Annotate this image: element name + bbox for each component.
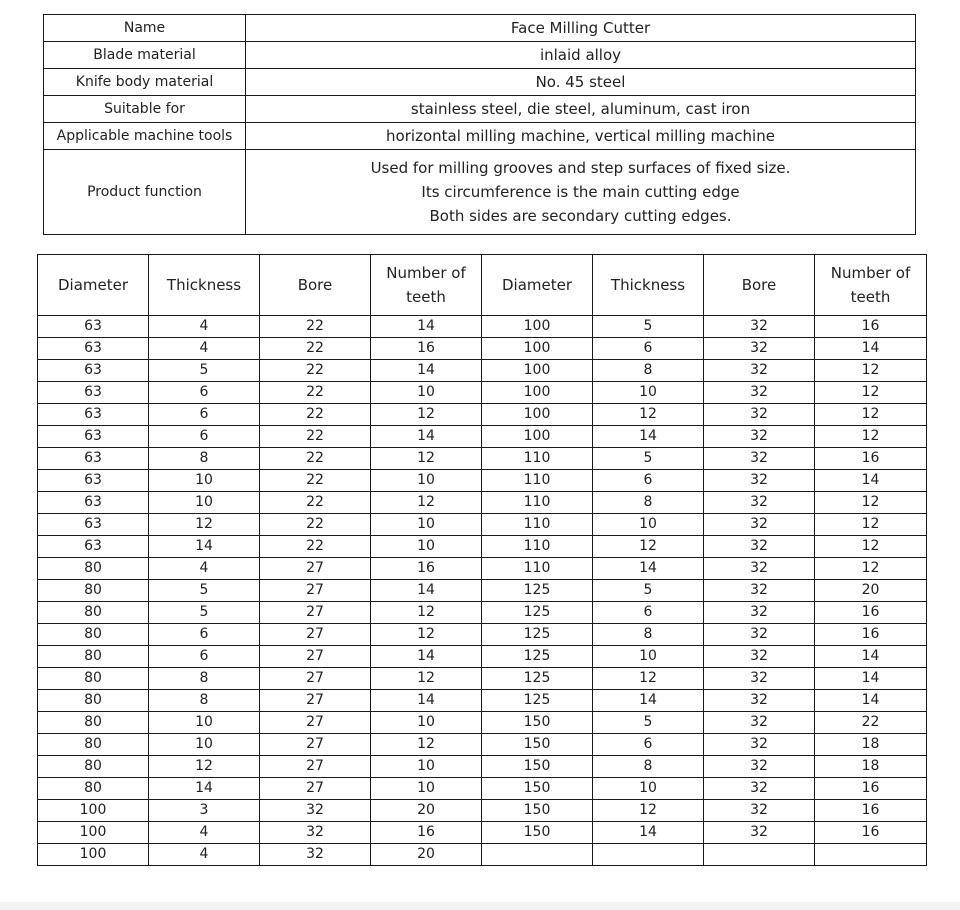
cell-thickness: 3 [149,800,260,822]
cell-diameter: 80 [38,602,149,624]
cell-bore: 32 [704,822,815,844]
cell-number-of-teeth: 10 [371,514,482,536]
cell-diameter: 125 [482,624,593,646]
spec-row-suitable-for [44,96,916,123]
table-row [38,844,927,866]
cell-number-of-teeth: 14 [815,338,927,360]
cell-number-of-teeth: 10 [371,382,482,404]
cell-diameter: 63 [38,470,149,492]
cell-thickness: 14 [149,536,260,558]
cell-diameter: 63 [38,426,149,448]
table-row [38,580,927,602]
table-row [38,756,927,778]
cell-thickness: 4 [149,316,260,338]
cell-thickness: 5 [149,360,260,382]
size-table [37,254,927,866]
cell-diameter: 63 [38,360,149,382]
cell-number-of-teeth: 10 [371,470,482,492]
cell-number-of-teeth: 16 [815,316,927,338]
table-row [38,426,927,448]
cell-thickness: 5 [149,580,260,602]
cell-thickness: 6 [149,382,260,404]
cell-number-of-teeth: 16 [815,448,927,470]
table-row [38,558,927,580]
cell-bore: 27 [260,646,371,668]
cell-number-of-teeth: 16 [815,778,927,800]
cell-diameter: 110 [482,492,593,514]
spec-value-product-function [246,150,916,235]
cell-number-of-teeth: 12 [371,602,482,624]
cell-number-of-teeth: 14 [371,580,482,602]
cell-thickness: 12 [593,800,704,822]
cell-thickness: 14 [593,822,704,844]
cell-diameter [482,844,593,866]
cell-number-of-teeth: 12 [815,404,927,426]
cell-thickness: 6 [149,624,260,646]
column-header-bore: Bore [260,255,371,316]
cell-thickness: 10 [149,734,260,756]
cell-number-of-teeth: 10 [371,756,482,778]
cell-number-of-teeth: 16 [815,602,927,624]
spec-label-suitable-for: Suitable for [44,96,246,123]
cell-thickness: 6 [149,404,260,426]
cell-number-of-teeth: 18 [815,734,927,756]
cell-diameter: 80 [38,712,149,734]
column-header-thickness: Thickness [593,255,704,316]
function-line: Both sides are secondary cutting edges. [429,207,732,225]
cell-number-of-teeth: 14 [371,426,482,448]
cell-thickness: 5 [593,448,704,470]
table-row [38,492,927,514]
table-row [38,448,927,470]
cell-number-of-teeth: 12 [371,668,482,690]
cell-number-of-teeth: 14 [815,646,927,668]
function-line: Used for milling grooves and step surfaces of fixed size. [370,159,791,177]
table-row [38,778,927,800]
cell-diameter: 150 [482,734,593,756]
cell-number-of-teeth: 10 [371,712,482,734]
column-header-number-of-teeth: Number of teeth [371,255,482,316]
cell-bore: 32 [260,844,371,866]
cell-bore: 32 [704,624,815,646]
table-row [38,734,927,756]
cell-bore: 22 [260,514,371,536]
cell-bore: 32 [704,734,815,756]
cell-diameter: 100 [482,382,593,404]
spec-value-body-material: No. 45 steel [246,69,916,96]
spec-value-suitable-for: stainless steel, die steel, aluminum, cast iron [246,96,916,123]
table-row [38,712,927,734]
cell-bore: 27 [260,602,371,624]
spec-row-name [44,15,916,42]
cell-diameter: 80 [38,668,149,690]
cell-bore: 32 [704,668,815,690]
cell-thickness: 4 [149,338,260,360]
cell-bore: 32 [704,492,815,514]
cell-bore: 22 [260,360,371,382]
cell-number-of-teeth: 10 [371,536,482,558]
cell-number-of-teeth: 12 [815,382,927,404]
cell-bore: 27 [260,690,371,712]
cell-diameter: 110 [482,448,593,470]
cell-number-of-teeth: 16 [371,338,482,360]
cell-diameter: 125 [482,646,593,668]
cell-diameter: 110 [482,514,593,536]
cell-diameter: 125 [482,602,593,624]
cell-bore: 22 [260,448,371,470]
function-line: Its circumference is the main cutting edge [421,183,740,201]
cell-bore: 32 [704,712,815,734]
cell-diameter: 80 [38,624,149,646]
cell-thickness: 14 [593,426,704,448]
cell-bore: 27 [260,756,371,778]
spec-label-body-material: Knife body material [44,69,246,96]
spec-value-blade-material: inlaid alloy [246,42,916,69]
cell-thickness: 12 [149,756,260,778]
cell-number-of-teeth: 10 [371,778,482,800]
cell-thickness: 8 [593,624,704,646]
cell-diameter: 80 [38,756,149,778]
cell-diameter: 100 [482,404,593,426]
column-header-diameter: Diameter [482,255,593,316]
column-header-number-of-teeth: Number of teeth [815,255,927,316]
cell-diameter: 100 [482,426,593,448]
cell-bore: 32 [704,558,815,580]
spec-label-machine-tools: Applicable machine tools [44,123,246,150]
cell-thickness: 5 [593,316,704,338]
cell-number-of-teeth: 12 [371,734,482,756]
cell-bore: 32 [704,580,815,602]
cell-bore: 32 [704,470,815,492]
cell-thickness: 4 [149,822,260,844]
column-header-diameter: Diameter [38,255,149,316]
table-row [38,338,927,360]
cell-thickness: 10 [149,470,260,492]
cell-bore: 32 [704,646,815,668]
cell-diameter: 63 [38,382,149,404]
cell-thickness: 10 [593,382,704,404]
cell-number-of-teeth: 14 [371,316,482,338]
spec-label-blade-material: Blade material [44,42,246,69]
cell-bore: 22 [260,338,371,360]
cell-diameter: 110 [482,558,593,580]
cell-bore: 27 [260,558,371,580]
cell-thickness: 6 [593,470,704,492]
cell-diameter: 150 [482,778,593,800]
cell-bore: 27 [260,734,371,756]
cell-thickness: 6 [593,338,704,360]
cell-thickness: 5 [593,712,704,734]
cell-bore: 32 [704,602,815,624]
cell-thickness: 5 [593,580,704,602]
table-row [38,470,927,492]
cell-number-of-teeth [815,844,927,866]
spec-row-body-material [44,69,916,96]
cell-thickness: 8 [149,448,260,470]
cell-thickness: 10 [593,646,704,668]
cell-thickness [593,844,704,866]
cell-diameter: 80 [38,778,149,800]
cell-number-of-teeth: 12 [815,492,927,514]
cell-number-of-teeth: 12 [371,404,482,426]
cell-diameter: 63 [38,536,149,558]
cell-bore: 32 [704,404,815,426]
cell-number-of-teeth: 12 [815,558,927,580]
cell-thickness: 6 [149,426,260,448]
cell-bore: 22 [260,426,371,448]
cell-diameter: 63 [38,316,149,338]
cell-number-of-teeth: 16 [815,800,927,822]
cell-thickness: 6 [593,602,704,624]
column-header-bore: Bore [704,255,815,316]
cell-diameter: 150 [482,712,593,734]
cell-number-of-teeth: 16 [815,822,927,844]
cell-number-of-teeth: 12 [371,448,482,470]
cell-diameter: 125 [482,690,593,712]
cell-diameter: 100 [38,822,149,844]
cell-bore: 22 [260,470,371,492]
cell-number-of-teeth: 20 [371,800,482,822]
table-row [38,360,927,382]
table-row [38,800,927,822]
table-row [38,316,927,338]
cell-thickness: 8 [593,492,704,514]
spec-label-product-function: Product function [44,150,246,235]
cell-number-of-teeth: 18 [815,756,927,778]
spec-row-machine-tools [44,123,916,150]
cell-number-of-teeth: 14 [371,690,482,712]
table-row [38,624,927,646]
cell-thickness: 12 [593,536,704,558]
cell-thickness: 10 [149,492,260,514]
cell-bore: 22 [260,536,371,558]
table-row [38,822,927,844]
cell-diameter: 80 [38,646,149,668]
table-row [38,690,927,712]
spec-value-machine-tools: horizontal milling machine, vertical milling machine [246,123,916,150]
cell-number-of-teeth: 16 [371,558,482,580]
cell-thickness: 6 [149,646,260,668]
cell-bore: 27 [260,668,371,690]
cell-number-of-teeth: 20 [371,844,482,866]
cell-diameter: 80 [38,558,149,580]
cell-bore: 32 [704,514,815,536]
cell-bore: 27 [260,580,371,602]
cell-diameter: 125 [482,668,593,690]
cell-number-of-teeth: 12 [371,624,482,646]
cell-number-of-teeth: 14 [371,360,482,382]
cell-diameter: 100 [38,844,149,866]
cell-thickness: 8 [593,360,704,382]
cell-diameter: 63 [38,448,149,470]
cell-number-of-teeth: 16 [371,822,482,844]
cell-bore: 32 [704,382,815,404]
cell-diameter: 80 [38,580,149,602]
cell-number-of-teeth: 12 [815,426,927,448]
table-row [38,536,927,558]
cell-thickness: 14 [149,778,260,800]
table-row [38,382,927,404]
cell-bore: 32 [704,778,815,800]
cell-thickness: 6 [593,734,704,756]
cell-thickness: 10 [593,514,704,536]
cell-bore: 27 [260,624,371,646]
cell-number-of-teeth: 14 [815,690,927,712]
cell-diameter: 80 [38,734,149,756]
column-header-thickness: Thickness [149,255,260,316]
cell-diameter: 110 [482,470,593,492]
cell-number-of-teeth: 14 [815,470,927,492]
cell-bore: 22 [260,404,371,426]
cell-diameter: 125 [482,580,593,602]
cell-diameter: 63 [38,492,149,514]
cell-number-of-teeth: 12 [815,536,927,558]
cell-thickness: 14 [593,690,704,712]
cell-bore: 22 [260,382,371,404]
spec-value-name: Face Milling Cutter [246,15,916,42]
cell-bore: 22 [260,316,371,338]
cell-number-of-teeth: 22 [815,712,927,734]
cell-bore: 32 [704,426,815,448]
cell-thickness: 10 [593,778,704,800]
cell-diameter: 150 [482,756,593,778]
cell-bore: 27 [260,712,371,734]
cell-bore [704,844,815,866]
cell-thickness: 4 [149,844,260,866]
cell-thickness: 4 [149,558,260,580]
cell-number-of-teeth: 12 [371,492,482,514]
cell-thickness: 8 [149,690,260,712]
cell-thickness: 8 [593,756,704,778]
table-row [38,602,927,624]
cell-number-of-teeth: 16 [815,624,927,646]
cell-thickness: 8 [149,668,260,690]
cell-diameter: 150 [482,800,593,822]
cell-bore: 32 [260,822,371,844]
cell-diameter: 100 [482,360,593,382]
table-row [38,646,927,668]
cell-bore: 32 [704,756,815,778]
cell-thickness: 12 [593,404,704,426]
cell-number-of-teeth: 12 [815,514,927,536]
bottom-divider [0,902,960,910]
cell-diameter: 63 [38,514,149,536]
table-row [38,404,927,426]
cell-bore: 32 [704,536,815,558]
cell-diameter: 110 [482,536,593,558]
cell-thickness: 10 [149,712,260,734]
cell-bore: 32 [260,800,371,822]
cell-thickness: 12 [593,668,704,690]
cell-diameter: 100 [482,316,593,338]
cell-diameter: 63 [38,338,149,360]
table-row [38,514,927,536]
cell-diameter: 150 [482,822,593,844]
cell-bore: 27 [260,778,371,800]
cell-bore: 32 [704,690,815,712]
cell-thickness: 14 [593,558,704,580]
cell-thickness: 5 [149,602,260,624]
cell-diameter: 100 [38,800,149,822]
spec-row-product-function [44,150,916,235]
cell-bore: 32 [704,448,815,470]
cell-bore: 32 [704,338,815,360]
cell-number-of-teeth: 14 [371,646,482,668]
cell-number-of-teeth: 20 [815,580,927,602]
cell-number-of-teeth: 14 [815,668,927,690]
cell-thickness: 12 [149,514,260,536]
cell-diameter: 80 [38,690,149,712]
cell-bore: 32 [704,360,815,382]
product-spec-table [43,14,916,235]
spec-row-blade-material [44,42,916,69]
table-row [38,668,927,690]
cell-bore: 22 [260,492,371,514]
cell-bore: 32 [704,800,815,822]
spec-label-name: Name [44,15,246,42]
cell-diameter: 100 [482,338,593,360]
cell-number-of-teeth: 12 [815,360,927,382]
size-table-header-row [38,255,927,316]
cell-diameter: 63 [38,404,149,426]
cell-bore: 32 [704,316,815,338]
